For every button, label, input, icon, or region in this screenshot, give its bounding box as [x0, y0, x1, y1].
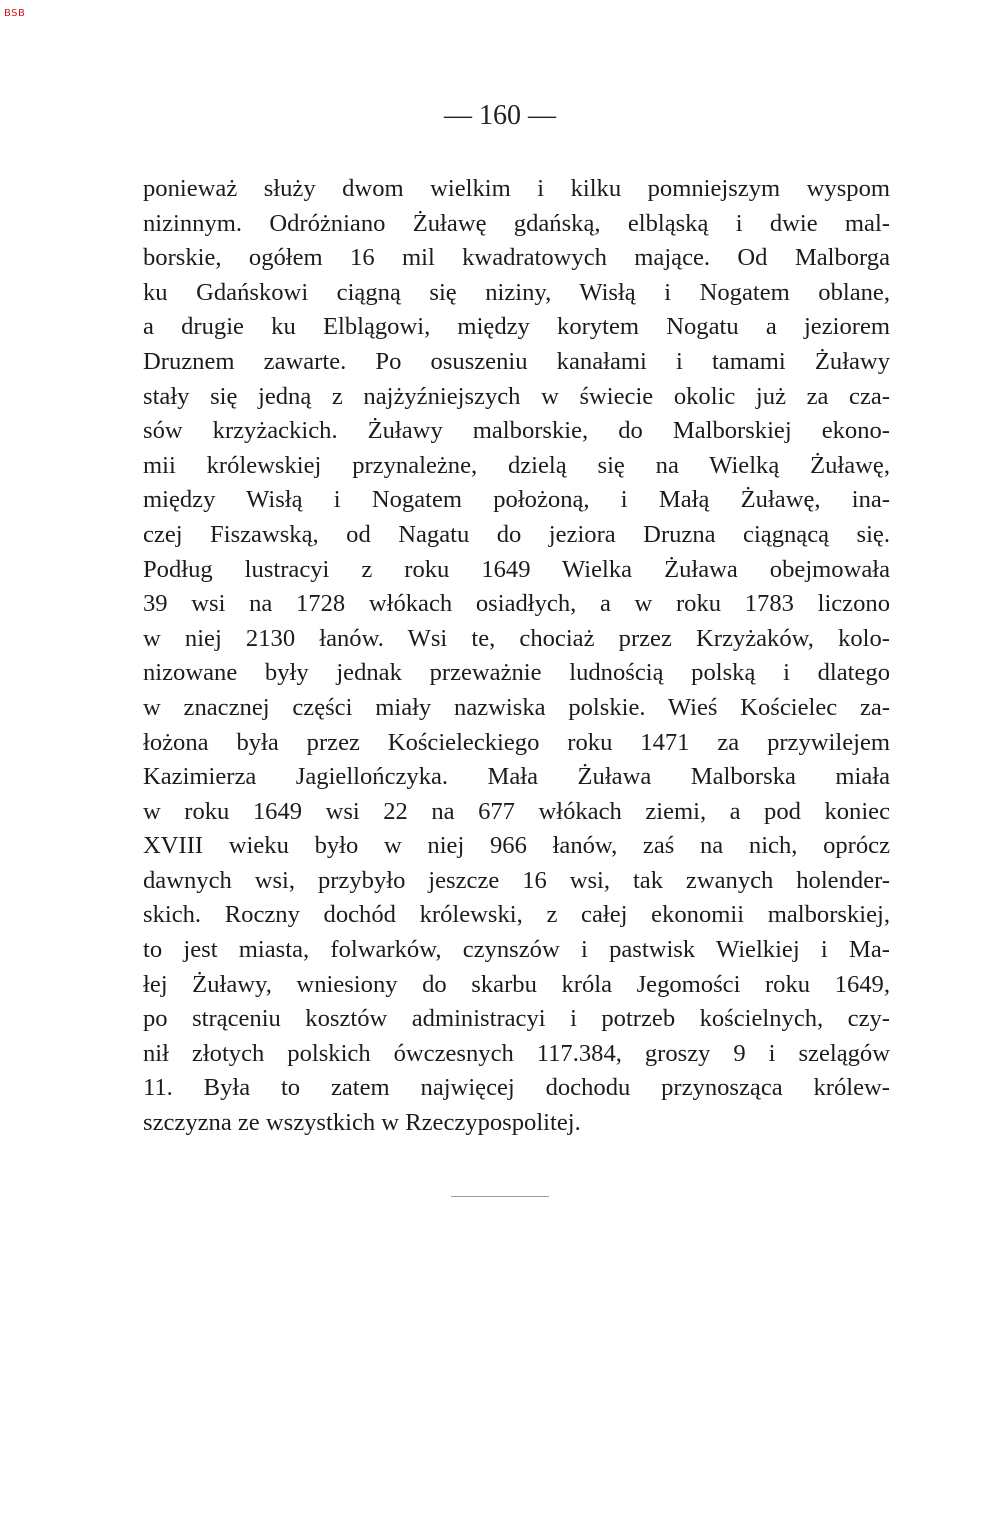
text-line: nizinnym. Odróżniano Żuławę gdańską, elbląską i dwie mal- [143, 209, 890, 237]
text-line-last: szczyzna ze wszystkich w Rzeczypospolitej. [143, 1109, 581, 1137]
body-text [143, 172, 890, 1141]
text-line: a drugie ku Elblągowi, między korytem Nogatu a jeziorem [143, 313, 890, 341]
text-line: po strąceniu kosztów administracyi i potrzeb kościelnych, czy- [143, 1005, 890, 1033]
text-line: nił złotych polskich ówczesnych 117.384, groszy 9 i szelągów [143, 1039, 890, 1067]
text-line: XVIII wieku było w niej 966 łanów, zaś na nich, oprócz [143, 832, 890, 860]
text-line: w roku 1649 wsi 22 na 677 włókach ziemi, a pod koniec [143, 797, 890, 825]
text-line: mii królewskiej przynależne, dzielą się na Wielką Żuławę, [143, 451, 890, 479]
text-line: dawnych wsi, przybyło jeszcze 16 wsi, tak zwanych holender- [143, 866, 890, 894]
text-line: łej Żuławy, wniesiony do skarbu króla Jegomości roku 1649, [143, 970, 890, 998]
text-line: to jest miasta, folwarków, czynszów i pastwisk Wielkiej i Ma- [143, 936, 890, 964]
text-line: 39 wsi na 1728 włókach osiadłych, a w roku 1783 liczono [143, 590, 890, 618]
text-line: borskie, ogółem 16 mil kwadratowych mające. Od Malborga [143, 244, 890, 272]
text-line: ku Gdańskowi ciągną się niziny, Wisłą i Nogatem oblane, [143, 278, 890, 306]
page-number: — 160 — [444, 100, 556, 131]
text-line: Kazimierza Jagiellończyka. Mała Żuława Malborska miała [143, 763, 890, 791]
text-line: między Wisłą i Nogatem położoną, i Małą Żuławę, ina- [143, 486, 890, 514]
text-line: w znacznej części miały nazwiska polskie. Wieś Kościelec za- [143, 693, 890, 721]
text-line: Podług lustracyi z roku 1649 Wielka Żuława obejmowała [143, 555, 890, 583]
text-line: skich. Roczny dochód królewski, z całej ekonomii malborskiej, [143, 901, 890, 929]
text-line: w niej 2130 łanów. Wsi te, chociaż przez Krzyżaków, kolo- [143, 624, 890, 652]
text-line: sów krzyżackich. Żuławy malborskie, do Malborskiej ekono- [143, 417, 890, 445]
text-line: czej Fiszawską, od Nagatu do jeziora Druzna ciągnącą się. [143, 520, 890, 548]
text-line: Druznem zawarte. Po osuszeniu kanałami i tamami Żuławy [143, 347, 890, 375]
text-line: stały się jedną z najżyźniejszych w świecie okolic już za cza- [143, 382, 890, 410]
text-line: 11. Była to zatem najwięcej dochodu przynosząca królew- [143, 1074, 890, 1102]
section-divider [451, 1196, 549, 1197]
text-line: ponieważ służy dwom wielkim i kilku pomniejszym wyspom [143, 175, 890, 202]
text-line: nizowane były jednak przeważnie ludnością polską i dlatego [143, 659, 890, 687]
text-line: łożona była przez Kościeleckiego roku 1471 za przywilejem [143, 728, 890, 756]
library-stamp: BSB [4, 8, 26, 19]
